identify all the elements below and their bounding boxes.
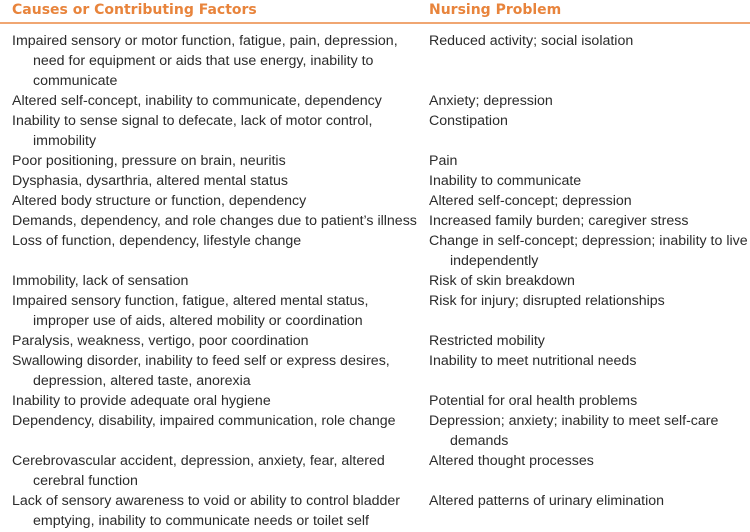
cause-text: Swallowing disorder, inability to feed self or express desires, [12, 353, 390, 369]
problem-text: demands [450, 433, 509, 449]
cause-text: immobility [33, 133, 97, 149]
cause-text: Altered self-concept, inability to communicate, dependency [12, 93, 382, 109]
header-nursing-problem: Nursing Problem [429, 2, 562, 18]
cause-cell [12, 231, 412, 251]
problem-text: Constipation [429, 113, 508, 129]
problem-cell [429, 91, 747, 111]
problem-text: Reduced activity; social isolation [429, 33, 634, 49]
cause-cell [12, 451, 412, 491]
cause-text: Lack of sensory awareness to void or ability to control bladder [12, 493, 400, 509]
problem-cell [429, 151, 747, 171]
cause-cell [12, 191, 412, 211]
problem-cell [429, 171, 747, 191]
problem-text: Altered patterns of urinary elimination [429, 493, 665, 509]
problem-text: Risk of skin breakdown [429, 273, 575, 289]
cause-cell [12, 211, 417, 231]
table-row [0, 351, 750, 391]
table-row [0, 291, 750, 331]
table-row [0, 231, 750, 271]
cause-text: Loss of function, dependency, lifestyle change [12, 233, 302, 249]
cause-cell [12, 351, 412, 391]
table-row [0, 151, 750, 171]
problem-text: Inability to communicate [429, 173, 582, 189]
table-body [0, 31, 750, 531]
cause-cell [12, 491, 412, 531]
cause-text: Cerebrovascular accident, depression, anxiety, fear, altered [12, 453, 385, 469]
table-row [0, 491, 750, 531]
problem-cell [429, 291, 747, 311]
cause-cell [12, 271, 412, 291]
cause-text: Impaired sensory or motor function, fatigue, pain, depression, [12, 33, 398, 49]
cause-cell [12, 391, 412, 411]
cause-cell [12, 91, 412, 111]
table-row [0, 111, 750, 151]
header-causes: Causes or Contributing Factors [12, 2, 257, 18]
problem-cell [429, 491, 747, 511]
problem-cell [429, 231, 747, 271]
table-row [0, 331, 750, 351]
problem-text: Restricted mobility [429, 333, 545, 349]
cause-text: improper use of aids, altered mobility or coordination [33, 313, 363, 329]
cause-cell [12, 331, 412, 351]
problem-cell [429, 31, 747, 51]
problem-text: Change in self-concept; depression; inability to live [429, 233, 748, 249]
cause-cell [12, 291, 412, 331]
problem-text: Altered self-concept; depression [429, 193, 632, 209]
problem-text: independently [450, 253, 539, 269]
cause-text: Inability to provide adequate oral hygiene [12, 393, 271, 409]
problem-cell [429, 391, 747, 411]
cause-text: Immobility, lack of sensation [12, 273, 189, 289]
cause-text: communicate [33, 73, 118, 89]
cause-text: need for equipment or aids that use energy, inability to [33, 53, 374, 69]
problem-text: Risk for injury; disrupted relationships [429, 293, 665, 309]
cause-text: Impaired sensory function, fatigue, altered mental status, [12, 293, 369, 309]
cause-cell [12, 31, 412, 91]
table-row [0, 191, 750, 211]
problem-text: Pain [429, 153, 458, 169]
problem-text: Depression; anxiety; inability to meet self-care [429, 413, 719, 429]
table-row [0, 271, 750, 291]
cause-text: depression, altered taste, anorexia [33, 373, 251, 389]
cause-cell [12, 411, 412, 431]
cause-cell [12, 151, 412, 171]
table-header [0, 0, 750, 24]
problem-cell [429, 451, 747, 471]
problem-text: Anxiety; depression [429, 93, 553, 109]
cause-cell [12, 171, 412, 191]
cause-text: Altered body structure or function, dependency [12, 193, 307, 209]
problem-cell [429, 111, 747, 131]
table-row [0, 451, 750, 491]
problem-cell [429, 351, 747, 371]
problem-cell [429, 211, 747, 231]
cause-text: cerebral function [33, 473, 138, 489]
problem-cell [429, 411, 747, 451]
table-row [0, 411, 750, 451]
cause-text: Demands, dependency, and role changes due to patient’s illness [12, 213, 417, 229]
table-row [0, 171, 750, 191]
problem-cell [429, 191, 747, 211]
table-row [0, 91, 750, 111]
problem-text: Potential for oral health problems [429, 393, 638, 409]
cause-text: Paralysis, weakness, vertigo, poor coordination [12, 333, 309, 349]
cause-text: emptying, inability to communicate needs or toilet self [33, 513, 369, 529]
cause-text: Poor positioning, pressure on brain, neuritis [12, 153, 286, 169]
problem-text: Inability to meet nutritional needs [429, 353, 637, 369]
cause-cell [12, 111, 412, 151]
problem-text: Increased family burden; caregiver stress [429, 213, 689, 229]
table-row [0, 31, 750, 91]
cause-text: Inability to sense signal to defecate, lack of motor control, [12, 113, 373, 129]
cause-text: Dysphasia, dysarthria, altered mental status [12, 173, 288, 189]
problem-cell [429, 331, 747, 351]
table-row [0, 391, 750, 411]
table-row [0, 211, 750, 231]
problem-text: Altered thought processes [429, 453, 594, 469]
problem-cell [429, 271, 747, 291]
cause-text: Dependency, disability, impaired communication, role change [12, 413, 396, 429]
